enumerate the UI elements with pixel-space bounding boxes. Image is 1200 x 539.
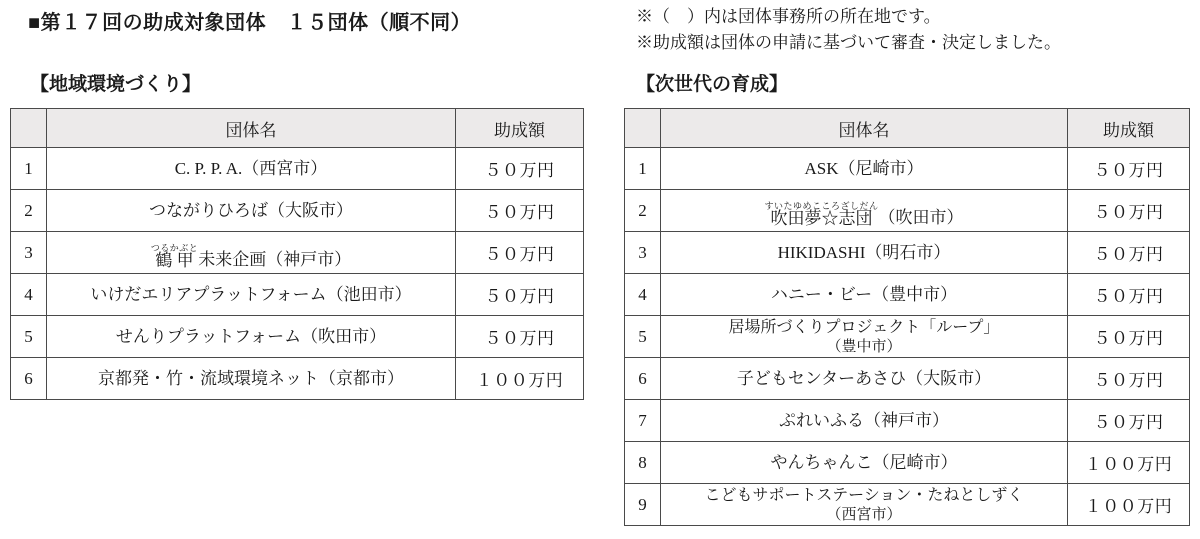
organization-name-rest: （吹田市） [878,208,964,228]
section-heading-local-environment: 【地域環境づくり】 [30,74,202,95]
organization-name [47,148,456,190]
organization-name-text: ぷれいふる（神戸市） [779,410,949,430]
row-number: 6 [625,358,661,400]
organization-name-rest: 未来企画（神戸市） [198,250,352,270]
grant-amount: １００万円 [456,358,584,400]
header-notes [636,4,1061,57]
column-header-amount: 助成額 [1068,109,1190,148]
table-next-generation [624,108,1190,526]
table-header-row [625,109,1190,148]
table-row [625,274,1190,316]
grant-amount: ５０万円 [1068,316,1190,358]
organization-name [47,232,456,274]
organization-name [47,358,456,400]
grant-amount: ５０万円 [456,148,584,190]
table-row [625,400,1190,442]
grant-amount: ５０万円 [456,316,584,358]
grant-amount: ５０万円 [1068,400,1190,442]
table-row [625,316,1190,358]
organization-name-text: やんちゃんこ（尼崎市） [770,452,958,472]
organization-name [661,232,1068,274]
section-heading-next-generation: 【次世代の育成】 [636,74,789,95]
row-number: 7 [625,400,661,442]
note-line-1: ※（ ）内は団体事務所の所在地です。 [636,7,941,26]
table-row [625,484,1190,526]
table-row [625,232,1190,274]
row-number: 1 [625,148,661,190]
ruby-base: 鶴 甲 [155,250,194,270]
row-number: 3 [625,232,661,274]
table-row [11,148,584,190]
grant-amount: １００万円 [1068,442,1190,484]
organization-name-text: 京都発・竹・流域環境ネット（京都市） [98,368,404,388]
row-number: 4 [625,274,661,316]
table-local-environment [10,108,584,400]
table-body-next-generation [625,148,1190,526]
organization-name [661,316,1068,358]
grant-amount: ５０万円 [1068,232,1190,274]
grant-amount: ５０万円 [456,190,584,232]
row-number: 4 [11,274,47,316]
organization-name [47,316,456,358]
organization-name [661,274,1068,316]
column-header-no [625,109,661,148]
organization-name-text: C. P. P. A.（西宮市） [174,158,328,178]
column-header-no [11,109,47,148]
grant-amount: ５０万円 [1068,274,1190,316]
page-title: ■第１７回の助成対象団体 １５団体（順不同） [28,12,472,34]
ruby-annotation: すいたゆめこころざしだん [764,200,879,211]
row-number: 3 [11,232,47,274]
row-number: 2 [11,190,47,232]
ruby-base: 吹田夢☆志団 [770,208,873,228]
table-row [11,190,584,232]
grant-amount: ５０万円 [1068,358,1190,400]
table-body-local-environment [11,148,584,400]
table-row [625,442,1190,484]
grant-amount: ５０万円 [1068,190,1190,232]
organization-name [661,442,1068,484]
organization-name-text: いけだエリアプラットフォーム（池田市） [90,284,412,304]
table-row [11,232,584,274]
row-number: 6 [11,358,47,400]
organization-location: （西宮市） [826,506,902,523]
organization-name-text: つながりひろば（大阪市） [149,200,353,220]
column-header-organization: 団体名 [661,109,1068,148]
row-number: 1 [11,148,47,190]
grant-amount: １００万円 [1068,484,1190,526]
table-local-environment-wrapper [10,108,584,400]
organization-name-text: ASK（尼崎市） [804,158,924,178]
note-line-2: ※助成額は団体の申請に基づいて審査・決定しました。 [636,33,1061,53]
ruby-annotation: つるかぶと [150,242,199,253]
table-row [11,274,584,316]
organization-name [661,358,1068,400]
grant-amount: ５０万円 [456,232,584,274]
table-row [625,148,1190,190]
organization-name [661,484,1068,526]
table-header-row [11,109,584,148]
organization-name-text: 居場所づくりプロジェクト「ループ」 [728,318,1000,336]
organization-name [47,274,456,316]
row-number: 5 [11,316,47,358]
organization-location: （豊中市） [826,338,902,355]
table-row [11,358,584,400]
table-row [625,358,1190,400]
organization-name [661,400,1068,442]
organization-name-text: HIKIDASHI（明石市） [777,242,951,262]
row-number: 9 [625,484,661,526]
row-number: 2 [625,190,661,232]
organization-name-text: 子どもセンターあさひ（大阪市） [736,368,992,388]
table-next-generation-wrapper [624,108,1190,526]
organization-name-text: ハニー・ビー（豊中市） [770,284,958,304]
table-row [625,190,1190,232]
row-number: 5 [625,316,661,358]
column-header-organization: 団体名 [47,109,456,148]
grant-amount: ５０万円 [456,274,584,316]
row-number: 8 [625,442,661,484]
column-header-amount: 助成額 [456,109,584,148]
organization-name-text: せんりプラットフォーム（吹田市） [115,326,387,346]
table-row [11,316,584,358]
organization-name [661,148,1068,190]
organization-name [47,190,456,232]
organization-name [661,190,1068,232]
grant-amount: ５０万円 [1068,148,1190,190]
organization-name-text: こどもサポートステーション・たねとしずく [704,486,1024,504]
